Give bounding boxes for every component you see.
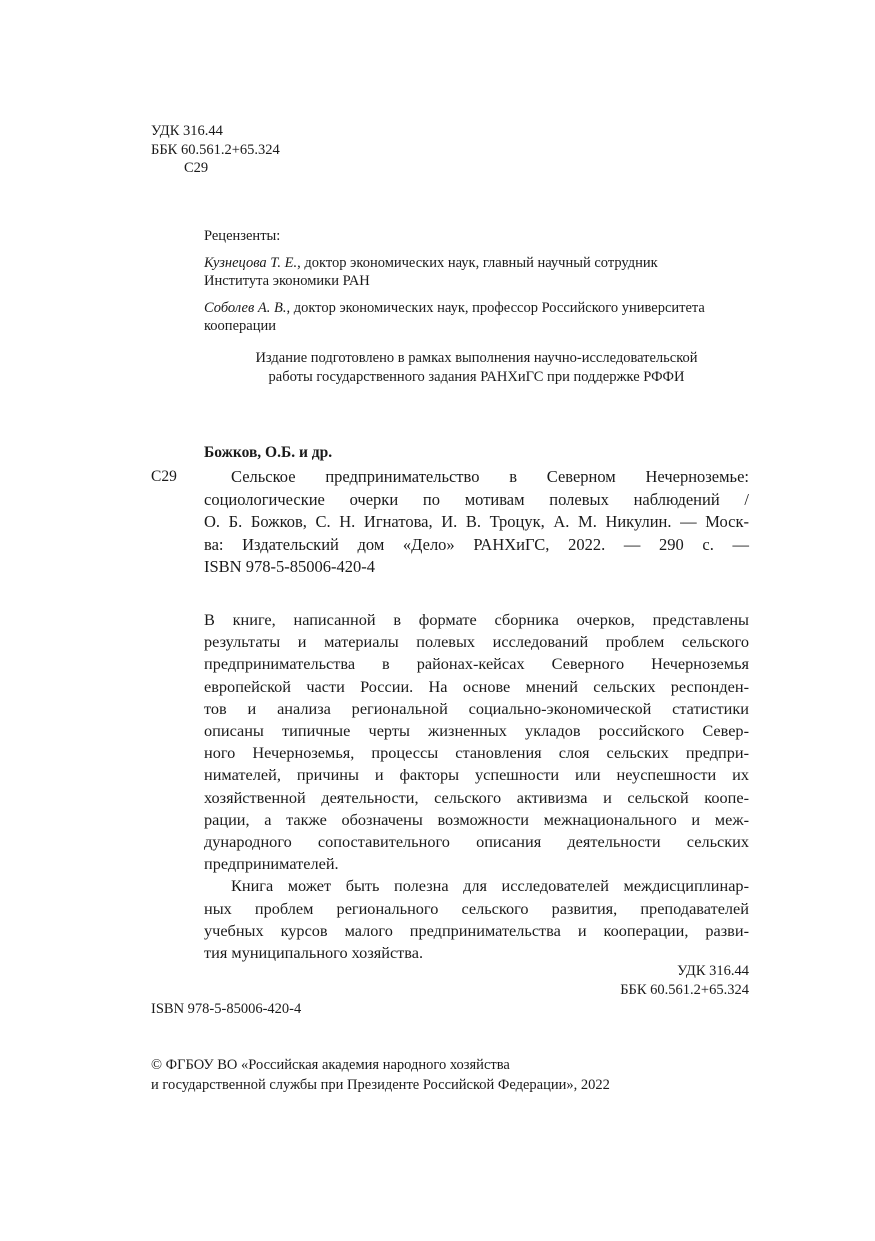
- reviewer: [204, 299, 749, 336]
- reviewer-affiliation: Института экономики РАН: [204, 273, 370, 289]
- funding-note-line: Издание подготовлено в рамках выполнения научно-исследовательской: [255, 350, 698, 366]
- abstract-line: предпринимательства в районах-кейсах Северного Нечерноземья: [204, 654, 749, 674]
- entry-author: Божков, О.Б. и др.: [204, 444, 333, 461]
- abstract: [204, 609, 749, 964]
- footer-udk: УДК 316.44: [677, 963, 749, 979]
- author-mark: С29: [184, 160, 209, 176]
- reviewer-name: Соболев А. В.: [204, 299, 287, 316]
- udk-code: УДК 316.44: [151, 123, 223, 139]
- abstract-line: ного Нечерноземья, процессы становления слоя сельских предпри-: [204, 743, 749, 763]
- isbn: ISBN 978-5-85006-420-4: [151, 1001, 302, 1017]
- reviewers-block: [204, 227, 749, 344]
- reviewer-affiliation: кооперации: [204, 318, 276, 334]
- abstract-line: В книге, написанной в формате сборника очерков, представлены: [204, 610, 749, 629]
- footer-bbk: ББК 60.561.2+65.324: [620, 981, 749, 998]
- biblio-line: Сельское предпринимательство в Северном Нечерноземье:: [231, 467, 749, 486]
- abstract-line: хозяйственной деятельности, сельского активизма и сельской коопе-: [204, 787, 749, 807]
- abstract-line: рации, а также обозначены возможности межнационального и меж-: [204, 809, 749, 829]
- footer-classification: [620, 962, 749, 999]
- abstract-line: результаты и материалы полевых исследований проблем сельского: [204, 632, 749, 652]
- abstract-line: учебных курсов малого предпринимательства и кооперации, разви-: [204, 920, 749, 940]
- abstract-line: Книга может быть полезна для исследователей междисциплинар-: [231, 876, 749, 896]
- reviewer-credentials: , доктор экономических наук, профессор Российского университета: [286, 299, 705, 316]
- abstract-line: тов и анализа региональной социально-экономической статистики: [204, 698, 749, 718]
- biblio-line: ва: Издательский дом «Дело» РАНХиГС, 2022. — 290 с. —: [204, 534, 749, 554]
- copyright-line: и государственной службы при Президенте Российской Федерации», 2022: [151, 1076, 610, 1093]
- classification-block: [151, 122, 280, 178]
- funding-note: [204, 349, 749, 386]
- abstract-line: описаны типичные черты жизненных укладов российского Север-: [204, 721, 749, 741]
- reviewer: [204, 254, 749, 291]
- biblio-line: О. Б. Божков, С. Н. Игнатова, И. В. Троцук, А. М. Никулин. — Моск-: [204, 512, 749, 532]
- abstract-line: тия муниципального хозяйства.: [204, 943, 424, 963]
- bibliographic-description: [204, 466, 749, 579]
- abstract-line: европейской части России. На основе мнений сельских респонден-: [204, 676, 749, 696]
- funding-note-line: работы государственного задания РАНХиГС при поддержке РФФИ: [268, 368, 685, 385]
- reviewer-credentials: , доктор экономических наук, главный научный сотрудник: [297, 254, 658, 271]
- abstract-line: нимателей, причины и факторы успешности или неуспешности их: [204, 765, 749, 785]
- copyright-line: © ФГБОУ ВО «Российская академия народного хозяйства: [151, 1057, 510, 1073]
- reviewers-heading: Рецензенты:: [204, 228, 281, 244]
- reviewer-name: Кузнецова Т. Е.: [204, 254, 298, 271]
- abstract-line: предпринимателей.: [204, 854, 339, 874]
- copyright: [151, 1056, 610, 1095]
- abstract-line: дународного сопоставительного описания деятельности сельских: [204, 832, 749, 852]
- abstract-line: ных проблем регионального сельского развития, преподавателей: [204, 898, 749, 918]
- biblio-line: социологические очерки по мотивам полевых наблюдений /: [204, 489, 749, 509]
- entry-code: С29: [151, 468, 177, 485]
- bbk-code: ББК 60.561.2+65.324: [151, 141, 280, 158]
- biblio-line: ISBN 978-5-85006-420-4: [204, 557, 375, 577]
